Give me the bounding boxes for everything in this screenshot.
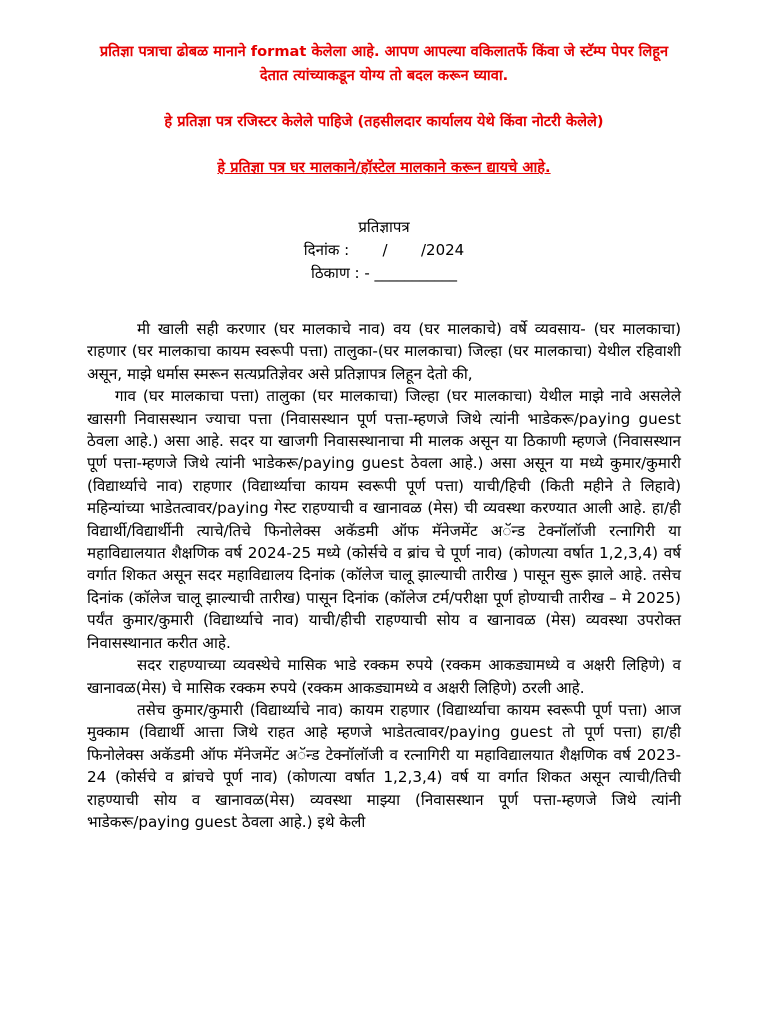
place-line: ठिकाण : - ___________ xyxy=(310,264,458,282)
paragraph-property: गाव (घर मालकाचा पत्ता) तालुका (घर मालकाचा) जिल्हा (घर मालकाचा) येथील माझे नावे असलेले खासगी निवासस्थान ज्याचा पत्ता (निवासस्थान पूर्ण पत्ता-म्हणजे जिथे त्यांनी भाडेकरू/paying guest ठेवला आहे.) असा आहे. सदर या खाजगी निवासस्थानाचा मी मालक असून या ठिकाणी म्हणजे (निवासस्थान पूर्ण पत्ता-म्हणजे जिथे त्यांनी भाडेकरू/paying guest ठेवला आहे.) असा असून या मध्ये कुमार/कुमारी (विद्यार्थ्याचे नाव) राहणार (विद्यार्थ्याचा कायम स्वरूपी पूर्ण पत्ता) याची/हिची (किती महीने ते लिहावे) महिन्यांच्या भाडेतत्वावर/paying गेस्ट राहण्याची व खानावळ (मेस) ची व्यवस्था करण्यात आली आहे. हा/ही विद्यार्थी/विद्यार्थीनी त्याचे/तिचे फिनोलेक्स अकॅडमी ऑफ मॅनेजमेंट अॅन्ड टेक्नॉलॉजी रत्नागिरी या महाविद्यालयात शैक्षणिक वर्ष 2024-25 मध्ये (कोर्सचे व ब्रांच चे पूर्ण नाव) (कोणत्या वर्षात 1,2,3,4) वर्ष वर्गात शिकत असून सदर महाविद्यालय दिनांक (कॉलेज चालू झाल्याची तारीख ) पासून सुरू झाले आहे. तसेच दिनांक (कॉलेज चालू झाल्याची तारीख) पासून दिनांक (कॉलेज टर्म/परीक्षा पूर्ण होण्याची तारीख – मे 2025) पर्यंत कुमार/कुमारी (विद्यार्थ्याचे नाव) याची/हीची राहण्याची सोय व खानावळ (मेस) व्यवस्था उपरोक्त निवासस्थानात करीत आहे. xyxy=(87,387,681,652)
format-notice: प्रतिज्ञा पत्राचा ढोबळ मानाने format केलेला आहे. आपण आपल्या वकिलातर्फे किंवा जे स्टॅम्प पेपर लिहून देतात त्यांच्याकडून योग्य तो बदल करून घ्यावा. xyxy=(99,43,669,84)
paragraph-student: तसेच कुमार/कुमारी (विद्यार्थ्याचे नाव) कायम राहणार (विद्यार्थ्याचा कायम स्वरूपी पूर्ण पत्ता) आज मुक्काम (विद्यार्थी आत्ता जिथे राहत आहे म्हणजे भाडेतत्वावर/paying guest तो पूर्ण पत्ता) हा/ही फिनोलेक्स अकॅडमी ऑफ मॅनेजमेंट अॅन्ड टेक्नॉलॉजी व रत्नागिरी या महाविद्यालयात शैक्षणिक वर्ष 2023-24 (कोर्सचे व ब्रांचचे पूर्ण नाव) (कोणत्या वर्षात 1,2,3,4) वर्ष या वर्गात शिकत असून त्याची/तिची राहण्याची सोय व खानावळ(मेस) व्यवस्था माझ्या (निवासस्थान पूर्ण पत्ता-म्हणजे जिथे त्यांनी भाडेकरू/paying guest ठेवला आहे.) इथे केली xyxy=(87,700,681,831)
date-line: दिनांक : / /2024 xyxy=(303,241,465,259)
owner-notice: हे प्रतिज्ञा पत्र घर मालकाने/हॉस्टेल मालकाने करून द्यायचे आहे. xyxy=(217,159,551,176)
paragraph-declarant: मी खाली सही करणार (घर मालकाचे नाव) वय (घर मालकाचे) वर्षे व्यवसाय- (घर मालकाचा) राहणार (घर मालकाचा कायम स्वरूपी पत्ता) तालुका-(घर मालकाचा) जिल्हा (घर मालकाचा) येथील रहिवाशी असून, माझे धर्मास स्मरून सत्यप्रतिज्ञेवर असे प्रतिज्ञापत्र लिहून देतो की, xyxy=(87,320,681,383)
paragraph-rent: सदर राहण्याच्या व्यवस्थेचे मासिक भाडे रक्कम रुपये (रक्कम आकड्यामध्ये व अक्षरी लिहिणे) व खानावळ(मेस) चे मासिक रक्कम रुपये (रक्कम आकड्यामध्ये व अक्षरी लिहिणे) ठरली आहे. xyxy=(87,656,681,697)
affidavit-body xyxy=(87,318,681,833)
registration-notice: हे प्रतिज्ञा पत्र रजिस्टर केलेले पाहिजे (तहसीलदार कार्यालय येथे किंवा नोटरी केलेले) xyxy=(164,113,604,130)
affidavit-title: प्रतिज्ञापत्र xyxy=(358,218,410,236)
affidavit-heading xyxy=(87,216,681,285)
